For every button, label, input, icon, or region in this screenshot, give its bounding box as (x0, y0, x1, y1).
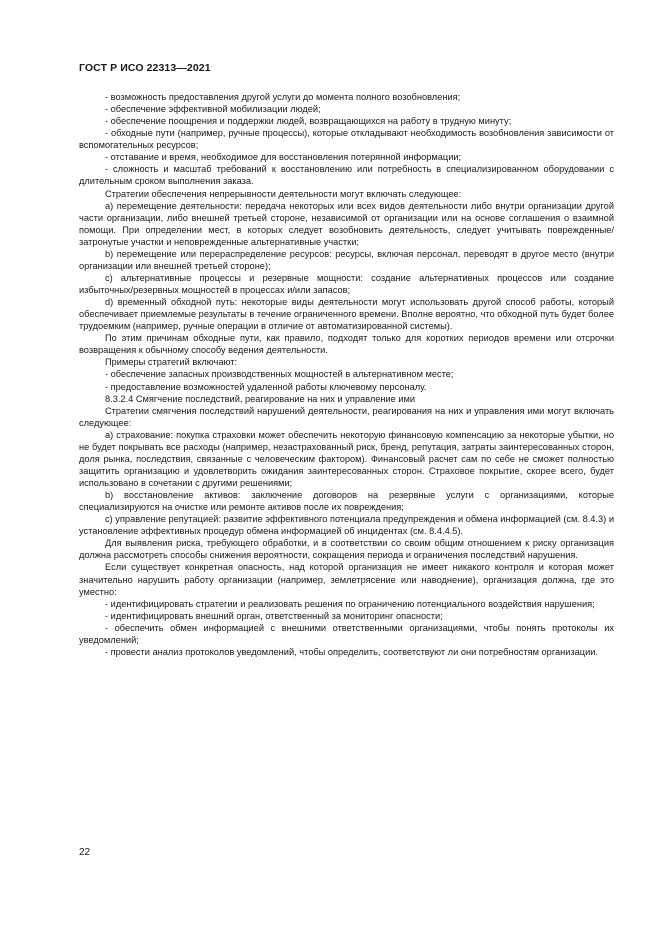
paragraph: - сложность и масштаб требований к восстановлению или потребность в специализированном оборудовании с длительным сроком выполнения заказа. (79, 164, 614, 187)
paragraph: c) альтернативные процессы и резервные мощности: создание альтернативных процессов или создание избыточных/резервных мощностей в процессах и/или запасов; (79, 272, 614, 295)
paragraph: - обеспечение поощрения и поддержки людей, возвращающихся на работу в трудную минуту; (105, 116, 512, 127)
paragraph: b) восстановление активов: заключение договоров на резервные услуги с организациями, которые специализируются на очистке или ремонте активов после их повреждения; (79, 490, 614, 513)
paragraph: - идентифицировать внешний орган, ответственный за мониторинг опасности; (105, 610, 443, 621)
paragraph: По этим причинам обходные пути, как правило, подходят только для коротких периодов времени или отсрочки возвращения к обычному способу ведения деятельности. (79, 333, 614, 356)
paragraph: Стратегии обеспечения непрерывности деятельности могут включать следующее: (105, 188, 462, 199)
paragraph: - провести анализ протоколов уведомлений, чтобы определить, соответствуют ли они потребностям организации. (105, 646, 598, 657)
paragraph: - отставание и время, необходимое для восстановления потерянной информации; (105, 152, 462, 163)
paragraph: - обеспечить обмен информацией с внешними ответственными организациями, чтобы понять протоколы их уведомлений; (79, 622, 614, 645)
paragraph: - идентифицировать стратегии и реализовать решения по ограничению потенциального воздействия нарушения; (105, 598, 595, 609)
paragraph: a) страхование: покупка страховки может обеспечить некоторую финансовую компенсацию за некоторые убытки, но не будет покрывать все расходы (например, незастрахованный риск, бренд, репутация, затраты заинтересованных сторон, доля рынка, последствия, связанные с человеческим фактором). Финансовый расчет сам по себе не сможет полностью защитить организацию и удовлетворить ожидания заинтересованных сторон. Страховое покрытие, скорее всего, будет использовано в сочетании с другими решениями; (79, 429, 614, 488)
paragraph: a) перемещение деятельности: передача некоторых или всех видов деятельности либо внутри организации другой части организации, либо внешней третьей стороне, независимой от организации или на основе соглашения о взаимной помощи. При определении мест, в которых следует возобновить деятельность, следует учитывать поврежденные/затронутые участки и неповрежденные альтернативные участки; (79, 200, 614, 247)
document-body (79, 91, 614, 658)
paragraph: Для выявления риска, требующего обработки, и в соответствии со своим общим отношением к риску организация должна рассмотреть способы снижения вероятности, сокращения периода и ограничения последствий нарушения. (79, 538, 614, 561)
paragraph: Примеры стратегий включают: (105, 357, 238, 368)
paragraph: c) управление репутацией: развитие эффективного потенциала предупреждения и обмена информацией (см. 8.4.3) и установление эффективных процедур обмена информацией об инцидентах (см. 8.4.4.5). (79, 514, 614, 537)
paragraph: - предоставление возможностей удаленной работы ключевому персоналу. (105, 381, 427, 392)
paragraph: - обеспечение эффективной мобилизации людей; (105, 104, 321, 115)
paragraph: - обходные пути (например, ручные процессы), которые откладывают необходимость возобновления зависимости от вспомогательных ресурсов; (79, 128, 614, 151)
paragraph: Если существует конкретная опасность, над которой организация не имеет никакого контроля и которая может значительно нарушить работу организации (например, землетрясение или наводнение), организация должна, где это уместно: (79, 562, 614, 597)
paragraph: d) временный обходной путь: некоторые виды деятельности могут использовать другой способ работы, который обеспечивает приемлемые результаты в течение ограниченного времени. Вполне вероятно, что обходной путь будет более трудоемким (например, ручные операции в отличие от автоматизированной системы). (79, 297, 614, 332)
section-heading: 8.3.2.4 Смягчение последствий, реагирование на них и управление ими (105, 393, 416, 404)
page-number: 22 (79, 847, 91, 858)
document-header: ГОСТ Р ИСО 22313—2021 (79, 62, 211, 74)
paragraph: b) перемещение или перераспределение ресурсов: ресурсы, включая персонал, переводят в другое место (внутри организации или внешней третьей стороне); (79, 248, 614, 271)
paragraph: Стратегии смягчения последствий нарушений деятельности, реагирования на них и управления ими могут включать следующее: (79, 405, 614, 428)
paragraph: - возможность предоставления другой услуги до момента полного возобновления; (105, 92, 461, 102)
paragraph: - обеспечение запасных производственных мощностей в альтернативном месте; (105, 369, 454, 380)
